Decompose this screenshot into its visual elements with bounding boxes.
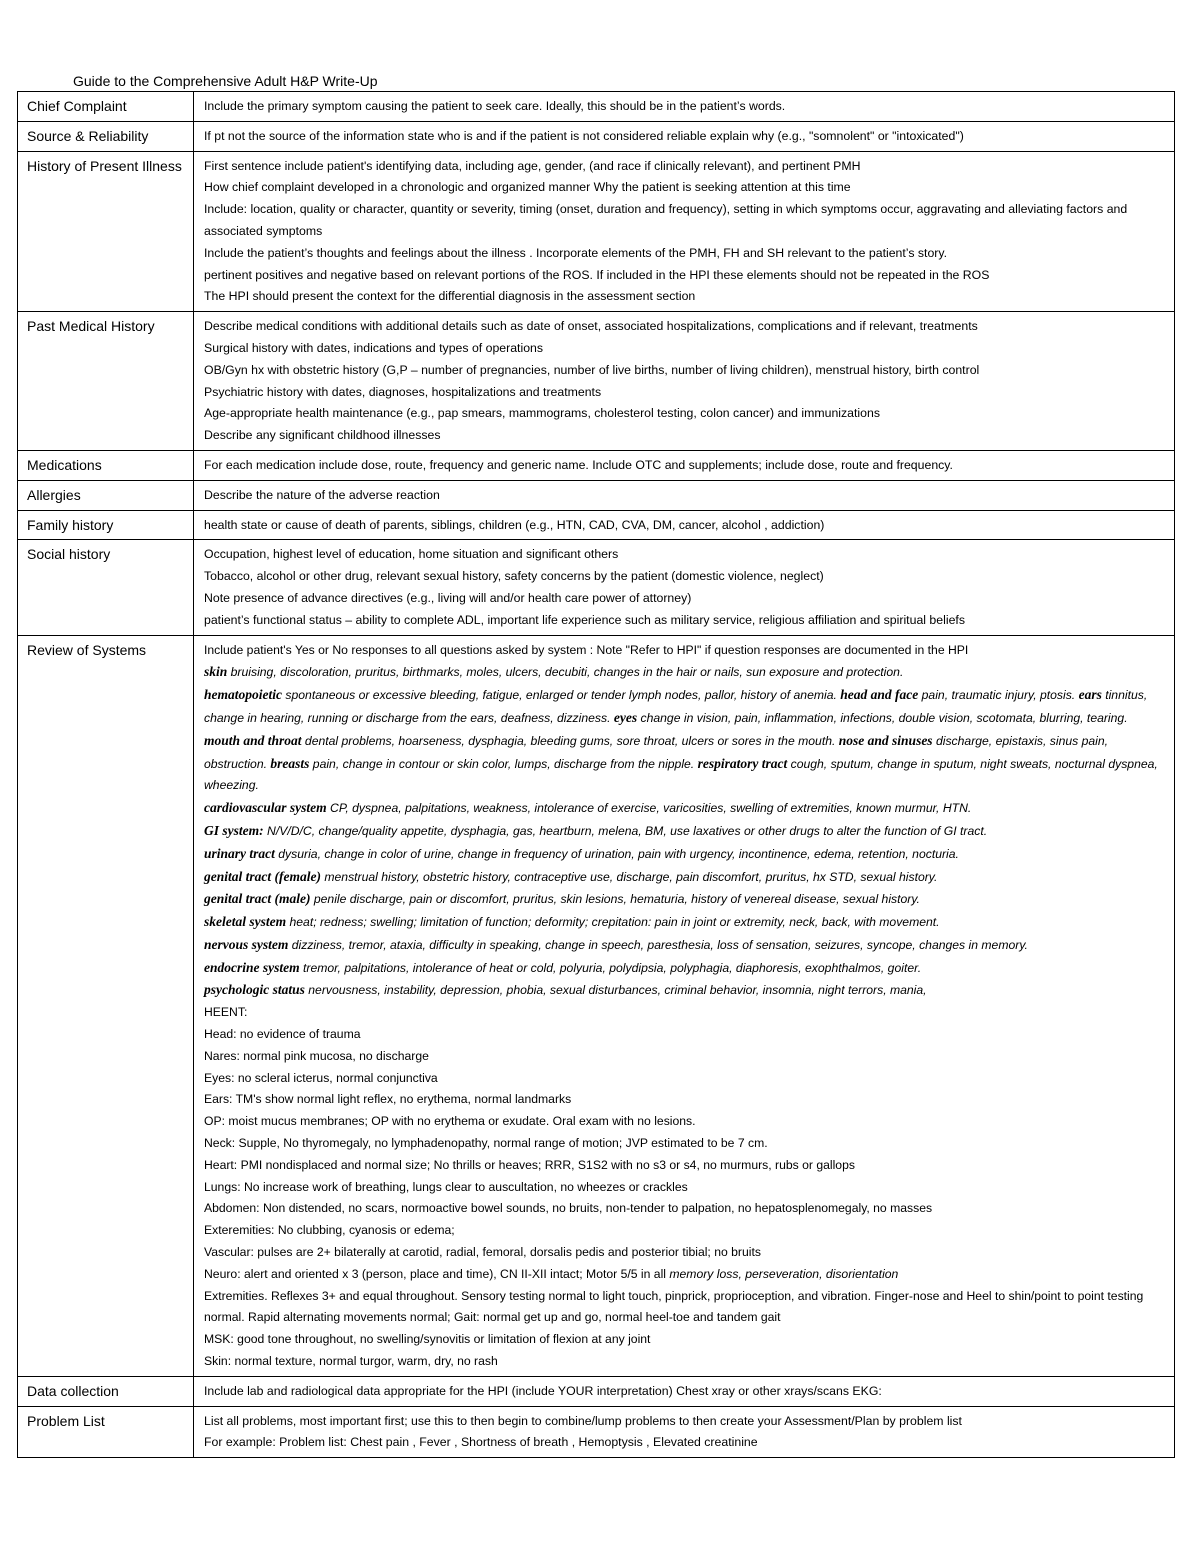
content-line: OB/Gyn hx with obstetric history (G,P – number of pregnancies, number of live births, number of living children), menstrual history, birth control xyxy=(204,362,980,377)
ros-system-text: N/V/D/C, change/quality appetite, dysphagia, gas, heartburn, melena, BM, use laxatives or other drugs to alter the function of GI tract. xyxy=(263,823,988,838)
hp-guide-table xyxy=(17,91,1175,1458)
content-line: Tobacco, alcohol or other drug, relevant sexual history, safety concerns by the patient (domestic violence, neglect) xyxy=(204,569,824,584)
exam-line: Vascular: pulses are 2+ bilaterally at carotid, radial, femoral, dorsalis pedis and posterior tibial; no bruits xyxy=(204,1245,761,1260)
table-row-history-of-present-illness xyxy=(18,151,1175,312)
row-content xyxy=(194,1376,1175,1406)
row-content xyxy=(194,510,1175,540)
content-line: Describe any significant childhood illnesses xyxy=(204,428,441,443)
content-line: health state or cause of death of parents, siblings, children (e.g., HTN, CAD, CVA, DM, cancer, alcohol , addiction) xyxy=(204,517,825,532)
ros-system-heading: skin xyxy=(204,664,228,680)
content-line: Describe medical conditions with additional details such as date of onset, associated hospitalizations, complications and if relevant, treatments xyxy=(204,319,978,334)
row-label: Problem List xyxy=(18,1406,194,1458)
content-line: How chief complaint developed in a chronologic and organized manner Why the patient is seeking attention at this time xyxy=(204,180,851,195)
table-section-bottom xyxy=(18,1376,1175,1457)
ros-system-text: dysuria, change in color of urine, change in frequency of urination, pain with urgency, incontinence, edema, retention, nocturia. xyxy=(274,846,959,861)
ros-system-text: penile discharge, pain or discomfort, pruritus, skin lesions, hematuria, history of venereal disease, sexual history. xyxy=(310,892,920,907)
ros-system-heading: GI system: xyxy=(204,822,264,838)
row-label: Allergies xyxy=(18,480,194,510)
content-line: Include the primary symptom causing the patient to seek care. Ideally, this should be in the patient’s words. xyxy=(204,99,786,113)
row-content xyxy=(194,480,1175,510)
exam-line: Eyes: no scleral icterus, normal conjunctiva xyxy=(204,1070,438,1085)
exam-line: Ears: TM's show normal light reflex, no erythema, normal landmarks xyxy=(204,1092,572,1107)
row-content xyxy=(194,151,1175,312)
table-row-allergies xyxy=(18,480,1175,510)
row-label: Chief Complaint xyxy=(18,92,194,122)
ros-system-line xyxy=(204,934,1168,957)
row-content xyxy=(194,92,1175,122)
content-line: For each medication include dose, route, frequency and generic name. Include OTC and supplements; include dose, route and frequency. xyxy=(204,457,953,472)
ros-system-heading: nose and sinuses xyxy=(838,732,933,748)
ros-system-text: tremor, palpitations, intolerance of heat or cold, polyuria, polydipsia, polyphagia, diaphoresis, exophthalmos, goiter. xyxy=(299,960,922,975)
ros-system-heading: urinary tract xyxy=(204,845,275,861)
exam-line-neuro xyxy=(204,1264,1168,1286)
ros-system-heading: hematopoietic xyxy=(204,687,282,703)
review-of-systems-content xyxy=(194,635,1175,1376)
content-line: pertinent positives and negative based on relevant portions of the ROS. If included in the HPI these elements should not be repeated in the ROS xyxy=(204,267,990,282)
ros-system-heading: eyes xyxy=(613,709,638,725)
table-row-data-collection xyxy=(18,1376,1175,1406)
ros-system-line xyxy=(204,843,1168,866)
ros-system-line xyxy=(204,979,1168,1002)
exam-line: Head: no evidence of trauma xyxy=(204,1027,361,1042)
ros-system-heading: skeletal system xyxy=(204,914,287,930)
exam-line: Extremities. Reflexes 3+ and equal throughout. Sensory testing normal to light touch, pinprick, proprioception, and vibration. Finger-nose and Heel to shin/point to point testing normal. Rapid alternating movements normal; Gait: normal get up and go, normal heel-toe and tandem gait xyxy=(204,1288,1144,1325)
ros-exam-list-2 xyxy=(204,1286,1168,1373)
content-line: Include lab and radiological data appropriate for the HPI (include YOUR interpretation) Chest xray or other xrays/scans EKG: xyxy=(204,1383,882,1398)
table-row-social-history xyxy=(18,540,1175,635)
ros-system-line xyxy=(204,820,1168,843)
content-line: Age-appropriate health maintenance (e.g., pap smears, mammograms, cholesterol testing, colon cancer) and immunizations xyxy=(204,406,880,421)
table-row-source-reliability xyxy=(18,121,1175,151)
ros-system-text: spontaneous or excessive bleeding, fatigue, enlarged or tender lymph nodes, pallor, history of anemia. xyxy=(282,688,841,703)
content-line: The HPI should present the context for the differential diagnosis in the assessment section xyxy=(204,289,696,304)
ros-intro: Include patient's Yes or No responses to all questions asked by system : Note "Refer to HPI" if question responses are documented in the HPI xyxy=(204,642,969,657)
exam-line: Heart: PMI nondisplaced and normal size; No thrills or heaves; RRR, S1S2 with no s3 or s4, no murmurs, rubs or gallops xyxy=(204,1157,855,1172)
table-row-chief-complaint xyxy=(18,92,1175,122)
ros-system-line xyxy=(204,661,1168,684)
ros-system-heading: endocrine system xyxy=(204,959,300,975)
ros-system-heading: ears xyxy=(1078,687,1102,703)
row-content xyxy=(194,121,1175,151)
ros-system-heading: respiratory tract xyxy=(697,755,788,771)
content-line: Describe the nature of the adverse reaction xyxy=(204,487,440,502)
row-content xyxy=(194,312,1175,451)
ros-system-text: pain, change in contour or skin color, lumps, discharge from the nipple. xyxy=(309,756,698,771)
ros-system-text: discharge, epistaxis, sinus pain, obstruction. xyxy=(204,733,1109,771)
exam-line: Exteremities: No clubbing, cyanosis or edema; xyxy=(204,1223,455,1238)
document-title: Guide to the Comprehensive Adult H&P Write-Up xyxy=(73,73,378,89)
row-label: Social history xyxy=(18,540,194,635)
row-label: Past Medical History xyxy=(18,312,194,451)
table-row-past-medical-history xyxy=(18,312,1175,451)
exam-line: Neck: Supple, No thyromegaly, no lymphadenopathy, normal range of motion; JVP estimated to be 7 cm. xyxy=(204,1136,768,1151)
content-line: Include the patient’s thoughts and feelings about the illness . Incorporate elements of the PMH, FH and SH relevant to the patient’s story. xyxy=(204,245,948,260)
row-content xyxy=(194,540,1175,635)
ros-system-heading: head and face xyxy=(840,687,919,703)
ros-system-text: dizziness, tremor, ataxia, difficulty in speaking, change in speech, paresthesia, loss of sensation, seizures, syncope, changes in memory. xyxy=(288,937,1028,952)
ros-system-text: pain, traumatic injury, ptosis. xyxy=(918,688,1079,703)
row-label: Source & Reliability xyxy=(18,121,194,151)
ros-system-heading: breasts xyxy=(270,755,310,771)
table-row-family-history xyxy=(18,510,1175,540)
content-line: If pt not the source of the information state who is and if the patient is not considered reliable explain why (e.g., "somnolent" or "intoxicated") xyxy=(204,128,964,143)
content-line: For example: Problem list: Chest pain , Fever , Shortness of breath , Hemoptysis , Elevated creatinine xyxy=(204,1435,758,1450)
ros-system-heading: genital tract (male) xyxy=(204,891,311,907)
ros-system-text: menstrual history, obstetric history, contraceptive use, discharge, pain discomfort, pruritus, hx STD, sexual history. xyxy=(320,869,938,884)
ros-system-heading: genital tract (female) xyxy=(204,868,321,884)
table-section-top xyxy=(18,92,1175,636)
ros-system-text: heat; redness; swelling; limitation of function; deformity; crepitation: pain in joint or extremity, neck, back, with movement. xyxy=(286,915,940,930)
ros-system-heading: cardiovascular system xyxy=(204,800,327,816)
ros-system-line xyxy=(204,684,1168,730)
exam-line: OP: moist mucus membranes; OP with no erythema or exudate. Oral exam with no lesions. xyxy=(204,1114,696,1129)
content-line: Include: location, quality or character, quantity or severity, timing (onset, duration and frequency), setting in which symptoms occur, aggravating and alleviating factors and associated symptoms xyxy=(204,202,1128,238)
ros-system-text: change in vision, pain, inflammation, infections, double vision, scotomata, blurring, tearing. xyxy=(637,710,1128,725)
ros-system-text: cough, sputum, change in sputum, night sweats, nocturnal dyspnea, wheezing. xyxy=(204,756,1158,793)
ros-system-text: tinnitus, change in hearing, running or discharge from the ears, deafness, dizziness. xyxy=(204,688,1148,725)
ros-system-text: CP, dyspnea, palpitations, weakness, intolerance of exercise, varicosities, swelling of extremities, known murmur, HTN. xyxy=(326,801,972,816)
ros-system-line xyxy=(204,957,1168,980)
content-line: patient’s functional status – ability to complete ADL, important life experience such as military service, religious affiliation and spiritual beliefs xyxy=(204,612,965,627)
content-line: Occupation, highest level of education, home situation and significant others xyxy=(204,547,619,562)
ros-system-heading: psychologic status xyxy=(204,982,305,998)
exam-line: Skin: normal texture, normal turgor, warm, dry, no rash xyxy=(204,1354,498,1369)
neuro-italic-text: memory loss, perseveration, disorientation xyxy=(669,1266,899,1281)
table-row-medications xyxy=(18,450,1175,480)
ros-system-line xyxy=(204,911,1168,934)
exam-line: Abdomen: Non distended, no scars, normoactive bowel sounds, no bruits, non-tender to palpation, no hepatosplenomegaly, no masses xyxy=(204,1201,933,1216)
ros-system-line xyxy=(204,797,1168,820)
row-content xyxy=(194,1406,1175,1458)
ros-system-heading: nervous system xyxy=(204,936,289,952)
table-row-problem-list xyxy=(18,1406,1175,1458)
row-label: Family history xyxy=(18,510,194,540)
content-line: Psychiatric history with dates, diagnoses, hospitalizations and treatments xyxy=(204,384,602,399)
ros-system-line xyxy=(204,730,1168,797)
row-label: History of Present Illness xyxy=(18,151,194,312)
ros-systems-list xyxy=(204,661,1168,1002)
document-page xyxy=(17,71,1175,1458)
content-line: Note presence of advance directives (e.g., living will and/or health care power of attorney) xyxy=(204,590,692,605)
content-line: List all problems, most important first; use this to then begin to combine/lump problems to then create your Assessment/Plan by problem list xyxy=(204,1413,962,1428)
ros-system-line xyxy=(204,866,1168,889)
exam-line: Nares: normal pink mucosa, no discharge xyxy=(204,1048,429,1063)
content-line: Surgical history with dates, indications and types of operations xyxy=(204,340,544,355)
row-label: Medications xyxy=(18,450,194,480)
table-section-ros xyxy=(18,635,1175,1376)
row-label: Data collection xyxy=(18,1376,194,1406)
table-row-review-of-systems xyxy=(18,635,1175,1376)
exam-line: Lungs: No increase work of breathing, lungs clear to auscultation, no wheezes or crackles xyxy=(204,1179,688,1194)
row-label: Review of Systems xyxy=(18,635,194,1376)
ros-system-text: nervousness, instability, depression, phobia, sexual disturbances, criminal behavior, insomnia, night terrors, mania, xyxy=(304,983,927,998)
ros-system-text: dental problems, hoarseness, dysphagia, bleeding gums, sore throat, ulcers or sores in the mouth. xyxy=(301,733,839,748)
exam-line: HEENT: xyxy=(204,1005,248,1020)
exam-line: MSK: good tone throughout, no swelling/synovitis or limitation of flexion at any joint xyxy=(204,1332,651,1347)
content-line: First sentence include patient's identifying data, including age, gender, (and race if clinically relevant), and pertinent PMH xyxy=(204,158,861,173)
ros-system-heading: mouth and throat xyxy=(204,732,302,748)
ros-system-line xyxy=(204,888,1168,911)
ros-system-text: bruising, discoloration, pruritus, birthmarks, moles, ulcers, decubiti, changes in the hair or nails, sun exposure and protection. xyxy=(227,665,904,680)
neuro-text: Neuro: alert and oriented x 3 (person, place and time), CN II-XII intact; Motor 5/5 in all xyxy=(204,1266,670,1281)
row-content xyxy=(194,450,1175,480)
ros-exam-list xyxy=(204,1002,1168,1264)
